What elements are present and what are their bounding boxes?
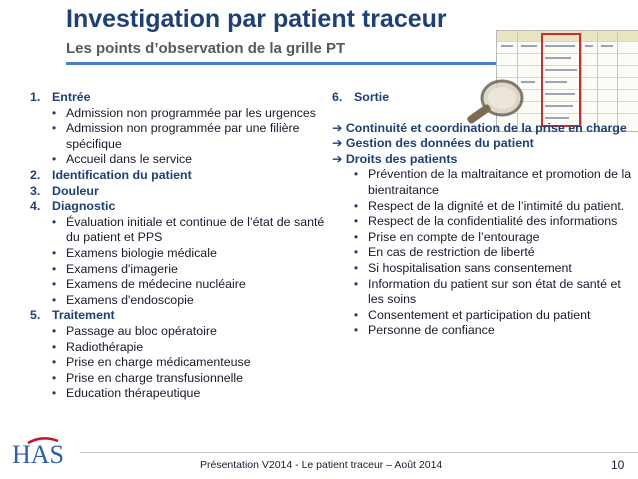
list-item-text: En cas de restriction de liberté: [368, 245, 535, 260]
list-item-text: Passage au bloc opératoire: [66, 323, 217, 338]
list-item-text: Consentement et participation du patient: [368, 307, 591, 322]
list-item: [332, 167, 632, 198]
title-underline: [66, 62, 496, 65]
page-number: 10: [611, 458, 625, 472]
list-item: [30, 293, 328, 309]
bullet-icon: •: [353, 323, 359, 338]
list-item: [30, 121, 328, 152]
list-item-text: Évaluation initiale et continue de l’état de santé du patient et PPS: [66, 214, 325, 245]
list-item: [30, 262, 328, 278]
grid-text-line: [501, 45, 513, 47]
list-item-text: Radiothérapie: [66, 339, 144, 354]
list-item-text: Prévention de la maltraitance et promotion de la bientraitance: [368, 167, 632, 197]
arrow-right-icon: ➔: [332, 136, 343, 151]
bullet-icon: •: [353, 276, 359, 291]
list-item: [30, 277, 328, 293]
section-sortie: [332, 90, 632, 106]
grid-text-line: [521, 45, 537, 47]
list-item-text: Admission non programmée par une filière spécifique: [66, 121, 300, 151]
list-item: [30, 215, 328, 246]
arrow-item-text: Gestion des données du patient: [345, 136, 534, 151]
section-traitement: [30, 308, 328, 324]
section-entree: [30, 90, 328, 106]
section-number: 3.: [30, 183, 41, 198]
section-number: 1.: [30, 90, 41, 104]
bullet-icon: •: [51, 105, 57, 120]
list-item-text: Admission non programmée par les urgences: [66, 105, 317, 120]
logo-text: HAS: [12, 440, 65, 469]
list-item: [332, 323, 632, 339]
bullet-icon: •: [353, 260, 359, 275]
list-item: [30, 355, 328, 371]
list-item-text: Prise en charge transfusionnelle: [66, 370, 244, 385]
bullet-icon: •: [353, 229, 359, 244]
bullet-icon: •: [51, 323, 57, 338]
section-number: 5.: [30, 308, 41, 323]
arrow-item: [332, 152, 632, 168]
section-number: 2.: [30, 167, 41, 182]
list-item: [30, 340, 328, 356]
bullet-icon: •: [51, 214, 57, 229]
list-item: [332, 277, 632, 308]
arrow-right-icon: ➔: [332, 120, 343, 135]
footer-caption: Présentation V2014 - Le patient traceur – Août 2014: [200, 459, 443, 471]
list-item-text: Information du patient sur son état de santé et les soins: [368, 276, 621, 307]
bullet-icon: •: [51, 121, 57, 136]
bullet-icon: •: [51, 277, 57, 292]
right-column: [332, 90, 632, 339]
bullet-icon: •: [51, 355, 57, 370]
list-item: [30, 152, 328, 168]
list-item-text: Accueil dans le service: [66, 152, 193, 167]
bullet-icon: •: [51, 339, 57, 354]
grid-text-line: [585, 45, 593, 47]
arrow-item-text: Continuité et coordination de la prise en charge: [345, 120, 627, 135]
bullet-icon: •: [51, 386, 57, 401]
list-item-text: Respect de la dignité et de l’intimité du patient.: [368, 198, 625, 213]
section-label: Douleur: [52, 183, 99, 198]
section-douleur: [30, 184, 328, 200]
bullet-icon: •: [353, 167, 359, 182]
arrow-item-text: Droits des patients: [345, 151, 458, 166]
list-item: [332, 230, 632, 246]
bullet-icon: •: [353, 245, 359, 260]
section-label: Diagnostic: [52, 199, 116, 214]
list-item-text: Examens d'imagerie: [66, 261, 178, 276]
arrow-item: [332, 121, 632, 137]
list-item-text: Si hospitalisation sans consentement: [368, 260, 572, 275]
arrow-item: [332, 136, 632, 152]
list-item: [30, 371, 328, 387]
bullet-icon: •: [353, 307, 359, 322]
list-item: [30, 246, 328, 262]
list-item-text: Prise en compte de l’entourage: [368, 229, 540, 244]
section-number: 6.: [332, 90, 343, 104]
list-item: [30, 106, 328, 122]
list-item-text: Personne de confiance: [368, 323, 495, 338]
list-item-text: Examens de médecine nucléaire: [66, 277, 246, 292]
section-label: Traitement: [52, 308, 115, 323]
bullet-icon: •: [51, 261, 57, 276]
list-item: [332, 245, 632, 261]
arrow-right-icon: ➔: [332, 151, 343, 166]
bullet-icon: •: [353, 198, 359, 213]
list-item: [30, 386, 328, 402]
bullet-icon: •: [51, 292, 57, 307]
section-diagnostic: [30, 199, 328, 215]
section-label: Sortie: [354, 90, 390, 104]
spacer: [332, 106, 632, 121]
footer: [0, 452, 638, 479]
bullet-icon: •: [51, 370, 57, 385]
list-item-text: Respect de la confidentialité des informations: [368, 214, 618, 229]
list-item-text: Prise en charge médicamenteuse: [66, 355, 251, 370]
bullet-icon: •: [51, 152, 57, 167]
section-label: Identification du patient: [52, 167, 192, 182]
list-item-text: Education thérapeutique: [66, 386, 201, 401]
list-item-text: Examens biologie médicale: [66, 245, 217, 260]
bullet-icon: •: [353, 214, 359, 229]
list-item-text: Examens d'endoscopie: [66, 292, 194, 307]
footer-divider: [80, 452, 638, 453]
slide-subtitle: Les points d’observation de la grille PT: [66, 40, 346, 57]
section-identification: [30, 168, 328, 184]
left-column: [30, 90, 328, 402]
grid-text-line: [601, 45, 613, 47]
bullet-icon: •: [51, 245, 57, 260]
list-item: [332, 214, 632, 230]
list-item: [30, 324, 328, 340]
section-number: 4.: [30, 199, 41, 214]
list-item: [332, 199, 632, 215]
list-item: [332, 308, 632, 324]
section-label: Entrée: [52, 90, 91, 104]
slide-title: Investigation par patient traceur: [66, 5, 447, 33]
list-item: [332, 261, 632, 277]
